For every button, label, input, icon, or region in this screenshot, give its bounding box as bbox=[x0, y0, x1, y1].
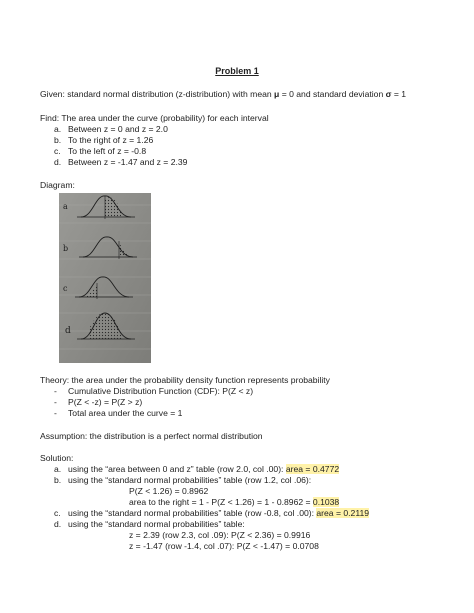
given-prefix: Given: standard normal distribution (z-distribution) with mean bbox=[40, 89, 275, 99]
solution-item-b: b. using the “standard normal probabilities” table (row 1.2, col .06): bbox=[54, 475, 312, 485]
page-title: Problem 1 bbox=[215, 66, 259, 76]
solution-item-a: a. using the “area between 0 and z” table (row 2.0, col .00): area = 0.4772 bbox=[54, 464, 340, 474]
assumption-section bbox=[40, 431, 440, 442]
solution-heading: Solution: bbox=[40, 453, 74, 463]
theory-item-1: - Cumulative Distribution Function (CDF): P(Z < z) bbox=[54, 386, 254, 396]
theory-item-2: - P(Z < -z) = P(Z > z) bbox=[54, 397, 143, 407]
find-item-c: c. To the left of z = -0.8 bbox=[54, 146, 147, 156]
diagram-label-a: a bbox=[63, 202, 68, 211]
given-line bbox=[40, 89, 440, 100]
find-item-a: a. Between z = 0 and z = 2.0 bbox=[54, 124, 168, 134]
answer-c-highlight: area = 0.2119 bbox=[316, 508, 370, 518]
answer-a-highlight: area = 0.4772 bbox=[285, 464, 340, 474]
diagram-section bbox=[40, 180, 440, 191]
solution-d-line1: z = 2.39 (row 2.3, col .09): P(Z < 2.36) = 0.9916 bbox=[129, 530, 311, 540]
theory-item-3: - Total area under the curve = 1 bbox=[54, 408, 183, 418]
diagram-label-c: c bbox=[63, 284, 68, 293]
diagram-label-b: b bbox=[63, 244, 69, 253]
solution-section bbox=[40, 453, 440, 552]
diagram-photo bbox=[59, 193, 151, 363]
theory-heading: Theory: the area under the probability density function represents probability bbox=[40, 375, 330, 385]
hand-drawn-normal-curves bbox=[59, 193, 151, 363]
theory-section bbox=[40, 375, 440, 419]
sigma-symbol: σ bbox=[385, 89, 392, 99]
find-item-d: d. Between z = -1.47 and z = 2.39 bbox=[54, 157, 188, 167]
solution-item-d: d. using the “standard normal probabilities” table: bbox=[54, 519, 245, 529]
diagram-label-d: d bbox=[65, 326, 71, 336]
given-suffix: = 1 bbox=[391, 89, 407, 99]
diagram-heading: Diagram: bbox=[40, 180, 75, 190]
solution-item-c: c. using the “standard normal probabilities” table (row -0.8, col .00): area = 0.2119 bbox=[54, 508, 370, 518]
given-section bbox=[40, 89, 440, 100]
find-item-b: b. To the right of z = 1.26 bbox=[54, 135, 154, 145]
mu-symbol: μ bbox=[274, 89, 280, 99]
solution-d-line2: z = -1.47 (row -1.4, col .07): P(Z < -1.47) = 0.0708 bbox=[129, 541, 319, 551]
solution-b-line2: area to the right = 1 - P(Z < 1.26) = 1 - 0.8962 = 0.1038 bbox=[129, 497, 340, 507]
find-section bbox=[40, 113, 440, 168]
assumption-text: Assumption: the distribution is a perfect normal distribution bbox=[40, 431, 263, 441]
find-heading: Find: The area under the curve (probability) for each interval bbox=[40, 113, 269, 123]
answer-b-highlight: 0.1038 bbox=[312, 497, 340, 507]
given-middle: = 0 and standard deviation bbox=[279, 89, 386, 99]
solution-b-line1: P(Z < 1.26) = 0.8962 bbox=[129, 486, 209, 496]
